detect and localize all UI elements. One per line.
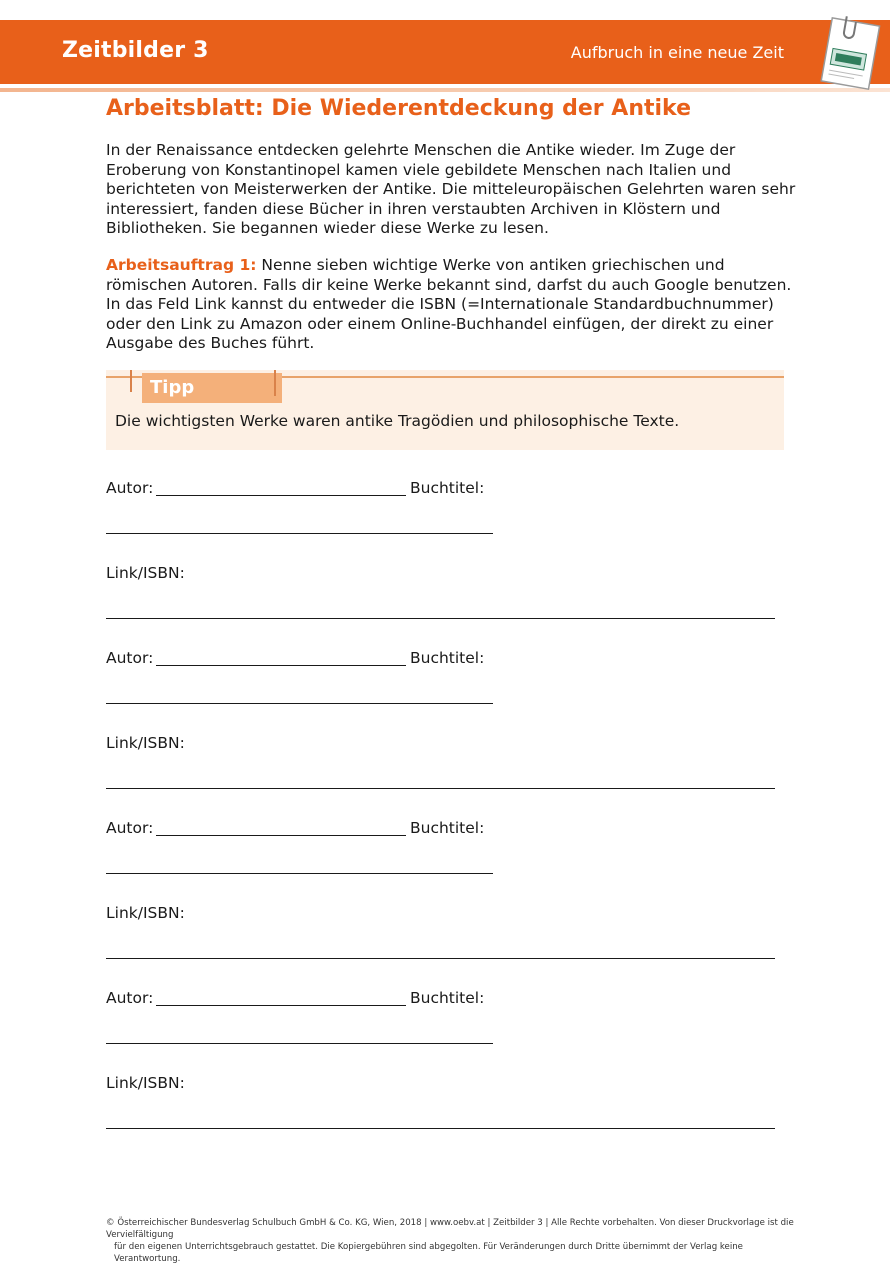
book-title-field[interactable] [106, 1043, 493, 1044]
task-text: Nenne sieben wichtige Werke von antiken griechischen und römischen Autoren. Falls dir keine Werke bekannt sind, darfst du auch Google benutzen. In das Feld Link kannst du entweder die ISBN (=Internationale Standardbuchnummer) oder den Link zu Amazon oder einem Online-Buchhandel einfügen, der direkt zu einer Ausgabe des Buches führt. [106, 256, 792, 352]
book-title-field[interactable] [106, 703, 493, 704]
book-title-label: Buchtitel: [410, 649, 485, 667]
link-isbn-field[interactable] [106, 618, 775, 619]
book-entry [106, 649, 786, 819]
link-isbn-label: Link/ISBN: [106, 564, 185, 582]
link-isbn-field[interactable] [106, 788, 775, 789]
tip-tick [274, 370, 276, 396]
tip-tick [130, 370, 132, 392]
link-isbn-label: Link/ISBN: [106, 904, 185, 922]
tip-box [106, 370, 784, 450]
book-title-label: Buchtitel: [410, 819, 485, 837]
copyright-footer [106, 1217, 796, 1265]
brand-title: Zeitbilder 3 [62, 38, 209, 63]
book-title-label: Buchtitel: [410, 989, 485, 1007]
author-label: Autor: [106, 479, 154, 497]
book-title-field[interactable] [106, 873, 493, 874]
author-field[interactable] [156, 665, 406, 666]
page-title: Arbeitsblatt: Die Wiederentdeckung der Antike [106, 96, 692, 121]
book-title-label: Buchtitel: [410, 479, 485, 497]
book-entry [106, 479, 786, 649]
book-entry [106, 819, 786, 989]
document-icon [818, 14, 888, 98]
link-isbn-field[interactable] [106, 1128, 775, 1129]
link-isbn-label: Link/ISBN: [106, 734, 185, 752]
intro-paragraph: In der Renaissance entdecken gelehrte Menschen die Antike wieder. Im Zuge der Eroberung von Konstantinopel kamen viele gebildete Menschen nach Italien und berichteten von Meisterwerken der Antike. Die mitteleuropäischen Gelehrten waren sehr interessiert, fanden diese Bücher in ihren verstaubten Archiven in Klöstern und Bibliotheken. Sie begannen wieder diese Werke zu lesen. [106, 141, 796, 237]
tip-text: Die wichtigsten Werke waren antike Tragödien und philosophische Texte. [115, 412, 680, 430]
author-field[interactable] [156, 1005, 406, 1006]
link-isbn-label: Link/ISBN: [106, 1074, 185, 1092]
task-label: Arbeitsauftrag 1: [106, 256, 257, 274]
link-isbn-field[interactable] [106, 958, 775, 959]
author-label: Autor: [106, 989, 154, 1007]
header-subtitle: Aufbruch in eine neue Zeit [570, 43, 784, 62]
footer-line: für den eigenen Unterrichtsgebrauch gestattet. Die Kopiergebühren sind abgegolten. Für Veränderungen durch Dritte übernimmt der Verlag keine Verantwortung. [114, 1242, 743, 1264]
author-label: Autor: [106, 649, 154, 667]
tip-label: Tipp [142, 373, 282, 403]
task-paragraph [106, 256, 796, 354]
author-field[interactable] [156, 835, 406, 836]
book-title-field[interactable] [106, 533, 493, 534]
footer-line: © Österreichischer Bundesverlag Schulbuch GmbH & Co. KG, Wien, 2018 | www.oebv.at | Zeitbilder 3 | Alle Rechte vorbehalten. Von dieser Druckvorlage ist die Vervielfältigung [106, 1218, 794, 1240]
book-entry [106, 989, 786, 1159]
author-field[interactable] [156, 495, 406, 496]
author-label: Autor: [106, 819, 154, 837]
